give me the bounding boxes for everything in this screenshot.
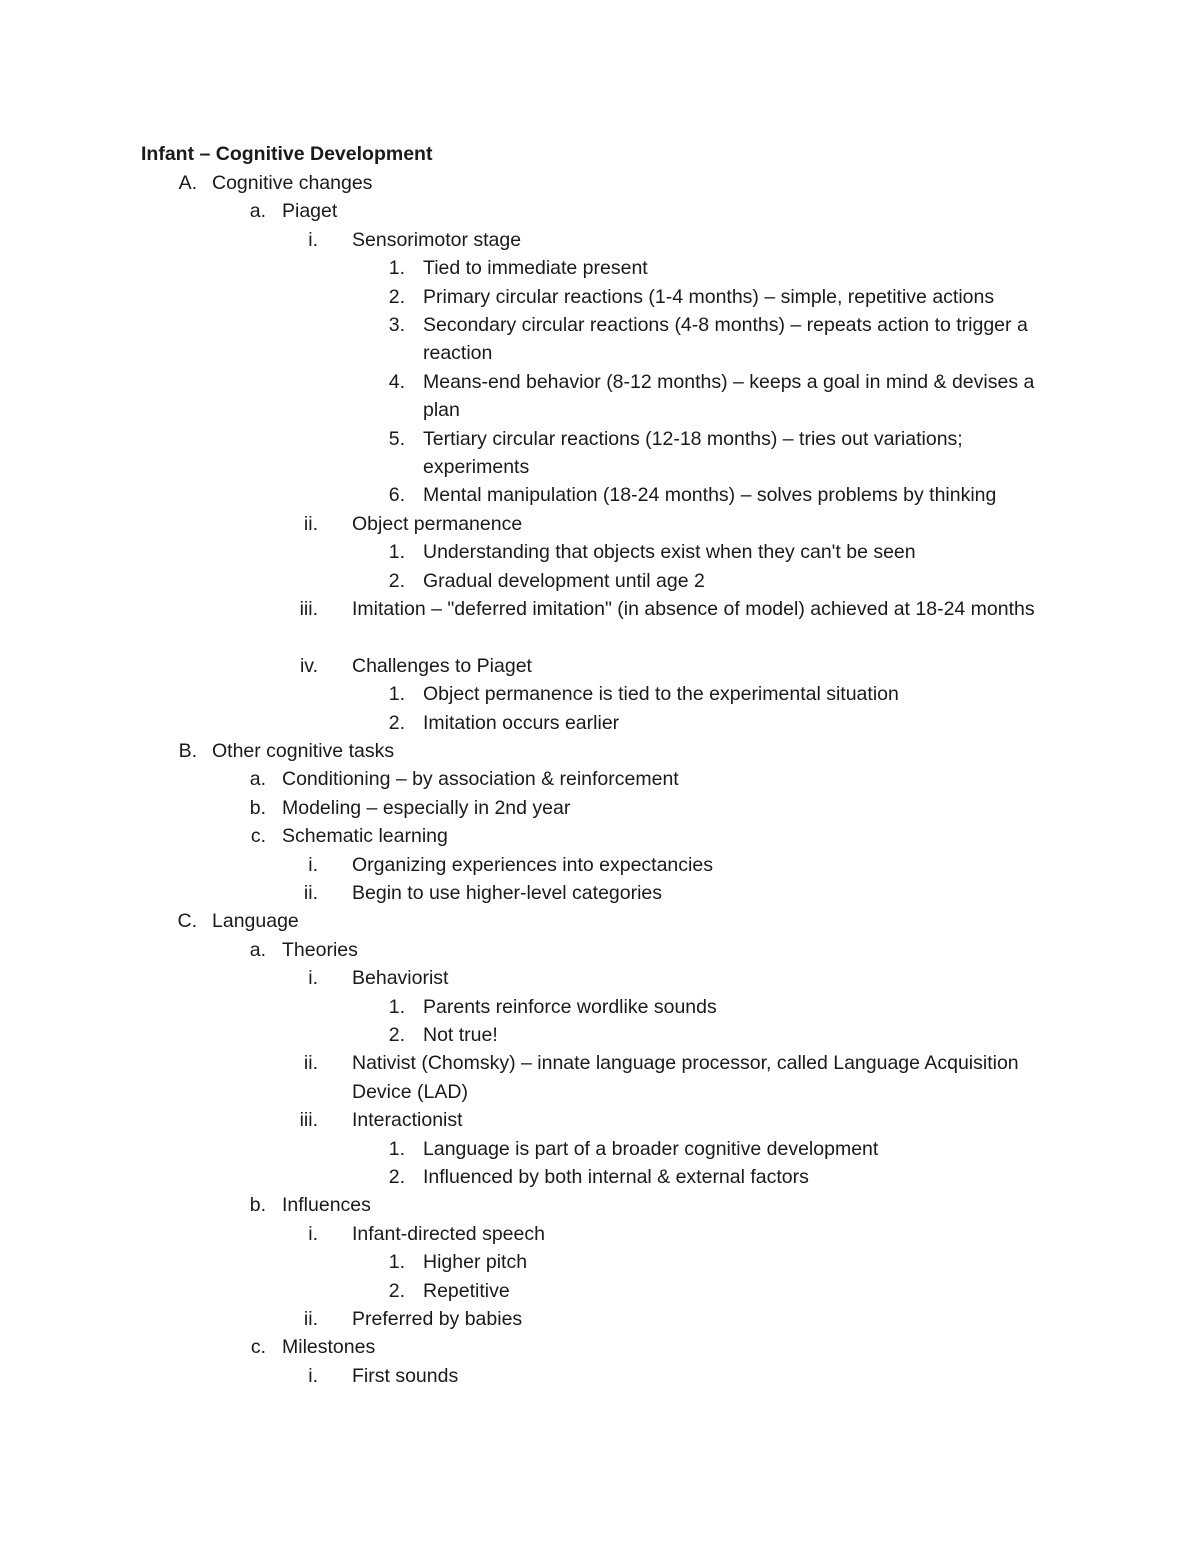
- outline-marker: ii.: [303, 1052, 318, 1075]
- outline-item-level-2: [303, 879, 1065, 907]
- outline-text: Conditioning – by association & reinforcement: [282, 768, 679, 791]
- outline-marker: 1.: [388, 683, 405, 706]
- outline-text: Language: [212, 910, 299, 933]
- outline-text: Infant-directed speech: [352, 1222, 545, 1245]
- outline-item-level-1: [249, 197, 1065, 225]
- outline-text: Theories: [282, 938, 358, 961]
- outline-item-level-2: [308, 964, 1065, 992]
- outline-marker: ii.: [303, 882, 318, 904]
- outline-text: Mental manipulation (18-24 months) – solves problems by thinking: [423, 484, 997, 507]
- outline-marker: 2.: [388, 1166, 405, 1188]
- outline-marker: c.: [250, 825, 266, 848]
- outline-marker: 2.: [388, 1024, 405, 1046]
- outline-item-level-3: [388, 311, 1065, 368]
- outline-item-level-2: [303, 1305, 1065, 1333]
- outline-text: Nativist (Chomsky) – innate language processor, called Language Acquisition Device (LAD): [352, 1052, 1019, 1103]
- outline-item-level-3: [388, 283, 1065, 311]
- outline-text: Other cognitive tasks: [212, 740, 395, 762]
- outline-item-level-3: [388, 1021, 1065, 1049]
- outline-item-level-2: [299, 1106, 1065, 1134]
- outline-marker: C.: [177, 910, 197, 933]
- outline-text: Parents reinforce wordlike sounds: [423, 995, 717, 1018]
- outline-item-level-3: [388, 425, 1065, 482]
- outline-marker: 6.: [388, 484, 405, 507]
- outline-text: Secondary circular reactions (4-8 months) – repeats action to trigger a reaction: [423, 314, 1028, 365]
- outline-item-level-0: [178, 737, 1065, 765]
- outline-text: First sounds: [352, 1364, 459, 1387]
- outline-item-level-1: [249, 794, 1065, 822]
- outline-text: Primary circular reactions (1-4 months) – simple, repetitive actions: [423, 285, 995, 308]
- outline-item-level-3: [388, 993, 1065, 1021]
- outline-item-level-2: [308, 1220, 1065, 1248]
- outline-marker: iii.: [299, 598, 318, 620]
- outline-text: Modeling – especially in 2nd year: [282, 796, 571, 819]
- outline-text: Influenced by both internal & external factors: [423, 1166, 809, 1188]
- outline-marker: 2.: [388, 1279, 405, 1302]
- outline-marker: 1.: [388, 995, 405, 1018]
- outline-text: Cognitive changes: [212, 172, 373, 194]
- outline-marker: i.: [308, 853, 318, 876]
- outline-text: Tied to immediate present: [423, 257, 648, 280]
- outline-marker: 2.: [388, 569, 405, 592]
- outline-item-level-3: [388, 1277, 1065, 1305]
- outline-item-level-2: [303, 1049, 1065, 1106]
- outline-marker: i.: [308, 1222, 318, 1245]
- outline-text: Sensorimotor stage: [352, 228, 522, 251]
- outline-item-level-2: [303, 510, 1065, 538]
- outline-marker: 1.: [388, 257, 405, 280]
- outline-marker: 1.: [388, 1137, 405, 1160]
- outline-marker: c.: [250, 1336, 266, 1359]
- outline-text: Language is part of a broader cognitive development: [423, 1137, 879, 1160]
- outline-text: Gradual development until age 2: [423, 569, 705, 592]
- outline-item-level-3: [388, 709, 1065, 737]
- outline-marker: 3.: [388, 314, 405, 336]
- outline-text: Preferred by babies: [352, 1308, 523, 1330]
- outline-item-level-2: [299, 652, 1065, 680]
- outline-text: Understanding that objects exist when they can't be seen: [423, 541, 916, 564]
- outline-text: Organizing experiences into expectancies: [352, 853, 713, 876]
- outline-marker: b.: [249, 1194, 266, 1217]
- outline-marker: i.: [308, 1364, 318, 1387]
- outline-item-level-3: [388, 1163, 1065, 1191]
- outline-text: Interactionist: [352, 1109, 463, 1132]
- outline-item-level-2: [308, 1362, 1065, 1390]
- outline-text: Milestones: [282, 1336, 376, 1359]
- outline-marker: A.: [178, 172, 197, 194]
- outline-item-level-3: [388, 368, 1065, 425]
- outline-marker: B.: [178, 740, 197, 762]
- outline-item-level-1: [249, 936, 1065, 964]
- outline-text: Piaget: [282, 200, 338, 223]
- outline-marker: i.: [308, 967, 318, 990]
- document-title: Infant – Cognitive Development: [141, 143, 433, 165]
- outline-item-level-1: [250, 1333, 1065, 1361]
- outline-marker: 2.: [388, 285, 405, 308]
- outline-item-level-2: [308, 851, 1065, 879]
- outline-text: Behaviorist: [352, 967, 449, 990]
- outline-marker: ii.: [303, 1308, 318, 1330]
- outline-item-level-0: [178, 169, 1065, 197]
- outline-text: Repetitive: [423, 1279, 510, 1302]
- outline-marker: 2.: [388, 711, 405, 734]
- outline-item-level-2: [299, 595, 1065, 623]
- outline-marker: a.: [249, 768, 266, 791]
- outline-item-level-3: [388, 1135, 1065, 1163]
- outline-marker: 5.: [388, 427, 405, 450]
- outline-item-level-3: [388, 567, 1065, 595]
- outline-item-level-1: [250, 822, 1065, 850]
- outline-text: Not true!: [423, 1024, 498, 1046]
- outline-text: Schematic learning: [282, 825, 448, 848]
- outline-item-level-0: [177, 907, 1065, 935]
- outline-item-level-1: [249, 765, 1065, 793]
- outline-text: Tertiary circular reactions (12-18 months) – tries out variations; experiments: [423, 427, 963, 478]
- outline-marker: 1.: [388, 541, 405, 564]
- outline-text: Influences: [282, 1194, 371, 1217]
- outline-marker: iii.: [299, 1109, 318, 1132]
- outline-item-level-3: [388, 481, 1065, 509]
- outline-text: Object permanence is tied to the experimental situation: [423, 683, 899, 706]
- outline-marker: 1.: [388, 1251, 405, 1274]
- outline-marker: ii.: [303, 512, 318, 535]
- outline-item-level-1: [249, 1191, 1065, 1219]
- outline-item-level-3: [388, 538, 1065, 566]
- outline-item-level-3: [388, 254, 1065, 282]
- outline-text: Begin to use higher-level categories: [352, 882, 663, 904]
- outline-text: Object permanence: [352, 512, 523, 535]
- outline-item-level-3: [388, 680, 1065, 708]
- outline-item-level-3: [388, 1248, 1065, 1276]
- outline-marker: a.: [249, 200, 266, 223]
- outline-marker: iv.: [299, 654, 318, 677]
- outline-marker: i.: [308, 228, 318, 251]
- outline-text: Imitation occurs earlier: [423, 711, 620, 734]
- outline-text: Means-end behavior (8-12 months) – keeps a goal in mind & devises a plan: [423, 370, 1035, 422]
- outline-text: Challenges to Piaget: [352, 654, 532, 677]
- outline-text: Higher pitch: [423, 1251, 528, 1274]
- outline-marker: a.: [249, 938, 266, 961]
- outline-text: Imitation – "deferred imitation" (in absence of model) achieved at 18-24 months: [352, 598, 1035, 620]
- outline-marker: b.: [249, 796, 266, 819]
- outline-item-level-2: [308, 226, 1065, 254]
- outline-marker: 4.: [388, 370, 405, 393]
